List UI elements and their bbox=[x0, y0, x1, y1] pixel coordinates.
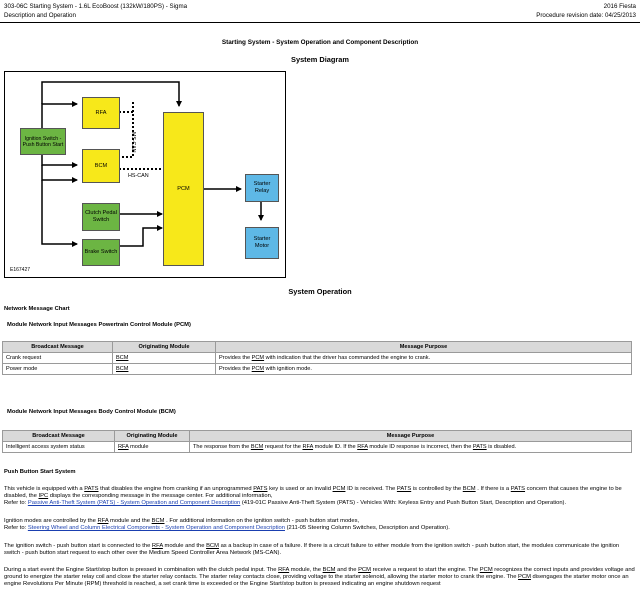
ignition-switch-label: Ignition Switch - Push Button Start bbox=[22, 135, 64, 148]
text: (419-01C Passive Anti-Theft System (PATS) - Vehicles With: Keyless Entry and Push Button Start, Description and Operation). bbox=[240, 500, 567, 507]
rfa-module-box bbox=[82, 97, 120, 129]
message-purpose-cell bbox=[216, 364, 632, 375]
abbr-ipc[interactable]: IPC bbox=[38, 493, 49, 500]
text: receive a request to start the engine. The bbox=[370, 567, 480, 573]
abbr-pats[interactable]: PATS bbox=[84, 486, 99, 492]
abbr-pats[interactable]: PATS bbox=[396, 486, 412, 492]
steering-column-link[interactable]: Steering Wheel and Column Electrical Components - System Operation and Component Description bbox=[27, 525, 285, 532]
system-diagram bbox=[4, 71, 286, 278]
purpose-text: The response from the bbox=[193, 444, 251, 450]
revision-date: Procedure revision date: 04/25/2013 bbox=[536, 12, 636, 19]
abbr-rfa[interactable]: RFA bbox=[357, 444, 368, 450]
abbr-pats[interactable]: PATS bbox=[472, 444, 487, 450]
system-operation-title: System Operation bbox=[288, 287, 352, 296]
brake-switch-label: Brake Switch bbox=[84, 249, 118, 256]
column-header: Broadcast Message bbox=[3, 342, 113, 353]
column-header: Message Purpose bbox=[190, 431, 632, 442]
abbr-pcm[interactable]: PCM bbox=[479, 567, 493, 573]
model-name: 2016 Fiesta bbox=[603, 3, 636, 10]
abbr-rfa[interactable]: RFA bbox=[151, 543, 163, 549]
starter-relay-label: Starter Relay bbox=[253, 181, 271, 194]
purpose-text: Provides the bbox=[219, 366, 252, 372]
pcm-table-title: Module Network Input Messages Powertrain Control Module (PCM) bbox=[7, 322, 191, 328]
text: recognizes the correct inputs and provides voltage and ground to energize the starter relay coil and close the starter relay contacts. The starter relay contacts close, providing voltage to the starter solenoid, allowing the starter motor to crank the engine. The bbox=[4, 567, 635, 581]
abbr-rfa[interactable]: RFA bbox=[302, 444, 314, 450]
paragraph-ignition-modes bbox=[4, 518, 636, 532]
abbr-pcm[interactable]: PCM bbox=[518, 574, 531, 581]
ms-can-label: MS-CAN bbox=[130, 132, 136, 153]
purpose-text: module ID response is incorrect, then the bbox=[367, 444, 473, 450]
originating-module-cell bbox=[113, 353, 216, 364]
text: The ignition switch - push button start is connected to the bbox=[4, 543, 152, 549]
paragraph-backup bbox=[4, 543, 636, 557]
section-name: Description and Operation bbox=[4, 12, 76, 19]
module-suffix: module bbox=[128, 444, 149, 450]
text: . For additional information on the ignition switch - push button start modes, bbox=[164, 518, 360, 524]
table-header-row bbox=[3, 431, 632, 442]
abbr-bcm[interactable]: BCM bbox=[151, 518, 165, 524]
bcm-message-table bbox=[2, 430, 632, 453]
abbr-bcm[interactable]: BCM bbox=[462, 486, 476, 492]
pats-description-link[interactable]: Passive Anti-Theft System (PATS) - System Operation and Component Description bbox=[27, 500, 241, 507]
abbr-bcm[interactable]: BCM bbox=[206, 543, 219, 549]
text: as a backup in case of a failure. If there is a circuit failure to either module from the ignition switch - push button start, the modules communicate the ignition switch - push button start request to each other over the Medium Speed Controller Area Network (MS-CAN). bbox=[4, 543, 620, 557]
message-purpose-cell bbox=[190, 442, 632, 453]
bcm-label: BCM bbox=[94, 162, 108, 169]
text: ID is received. The bbox=[345, 486, 397, 492]
starter-motor-label: Starter Motor bbox=[253, 236, 271, 249]
broadcast-message-cell: Crank request bbox=[3, 353, 113, 364]
originating-module-cell bbox=[115, 442, 190, 453]
refer-to-label: Refer to: bbox=[4, 525, 28, 532]
text: module and the bbox=[108, 518, 152, 524]
rfa-label: RFA bbox=[95, 109, 107, 116]
column-header: Originating Module bbox=[113, 342, 216, 353]
broadcast-message-cell: Power mode bbox=[3, 364, 113, 375]
brake-switch-box bbox=[82, 239, 120, 266]
pcm-message-table bbox=[2, 341, 632, 375]
text: Ignition modes are controlled by the bbox=[4, 518, 98, 524]
purpose-text: is disabled. bbox=[486, 444, 517, 450]
text: During a start event the Engine Start/stop button is pressed in combination with the clutch pedal input. The bbox=[4, 567, 279, 573]
text: concern that causes the engine to be disabled, the bbox=[4, 486, 622, 500]
hs-can-label: HS-CAN bbox=[128, 173, 149, 179]
figure-id: E167427 bbox=[10, 267, 31, 273]
header-divider bbox=[0, 22, 640, 23]
text: . If there is a bbox=[475, 486, 511, 492]
abbr-pcm[interactable]: PCM bbox=[251, 366, 265, 372]
abbr-bcm[interactable]: BCM bbox=[322, 567, 336, 573]
column-header: Originating Module bbox=[115, 431, 190, 442]
abbr-bcm[interactable]: BCM bbox=[116, 366, 129, 372]
table-row bbox=[3, 364, 632, 375]
paragraph-start-event bbox=[4, 567, 636, 589]
abbr-bcm[interactable]: BCM bbox=[116, 355, 129, 361]
abbr-rfa[interactable]: RFA bbox=[278, 567, 290, 573]
starter-relay-box bbox=[245, 174, 279, 202]
column-header: Message Purpose bbox=[216, 342, 632, 353]
purpose-text: with indication that the driver has commanded the engine to crank. bbox=[264, 355, 431, 361]
abbr-pcm[interactable]: PCM bbox=[358, 567, 371, 573]
originating-module-cell bbox=[113, 364, 216, 375]
text: and the bbox=[335, 567, 359, 573]
abbr-rfa[interactable]: RFA bbox=[97, 518, 109, 524]
bcm-module-box bbox=[82, 149, 120, 183]
abbr-pcm[interactable]: PCM bbox=[251, 355, 265, 361]
purpose-text: with ignition mode. bbox=[264, 366, 312, 372]
diagram-title: System Diagram bbox=[291, 55, 349, 64]
text: key is used or an invalid bbox=[267, 486, 333, 492]
paragraph-pats bbox=[4, 486, 636, 508]
page-title: Starting System - System Operation and Component Description bbox=[221, 39, 419, 46]
refer-to-label: Refer to: bbox=[4, 500, 28, 507]
table-header-row bbox=[3, 342, 632, 353]
abbr-pats[interactable]: PATS bbox=[253, 486, 268, 492]
text: This vehicle is equipped with a bbox=[4, 486, 85, 492]
abbr-rfa[interactable]: RFA bbox=[118, 444, 129, 450]
purpose-text: module ID. If the bbox=[313, 444, 358, 450]
text: module, the bbox=[289, 567, 323, 573]
text: displays the corresponding message in the message center. For additional information, bbox=[48, 493, 273, 500]
purpose-text: Provides the bbox=[219, 355, 252, 361]
text: module and the bbox=[162, 543, 207, 549]
text: disengages the starter motor once an engine Revolutions Per Minute (RPM) threshold is reached, a set crank time is exceeded or the Engine Start/stop button is pressed indicating an engine shutdown request bbox=[4, 574, 629, 588]
table-row bbox=[3, 442, 632, 453]
abbr-pats[interactable]: PATS bbox=[510, 486, 526, 492]
ignition-switch-box bbox=[20, 128, 66, 155]
push-button-title: Push Button Start System bbox=[4, 469, 76, 475]
abbr-bcm[interactable]: BCM bbox=[250, 444, 264, 450]
text: that disables the engine from cranking if an unprogrammed bbox=[98, 486, 254, 492]
broadcast-message-cell: Intelligent access system status bbox=[3, 442, 115, 453]
clutch-pedal-switch-box bbox=[82, 203, 120, 231]
table-row bbox=[3, 353, 632, 364]
pcm-label: PCM bbox=[177, 185, 190, 192]
text: (211-05 Steering Column Switches, Description and Operation). bbox=[284, 525, 450, 532]
clutch-pedal-switch-label: Clutch Pedal Switch bbox=[85, 210, 117, 223]
text: is controlled by the bbox=[411, 486, 463, 492]
message-purpose-cell bbox=[216, 353, 632, 364]
doc-id: 303-06C Starting System - 1.6L EcoBoost (132kW/180PS) - Sigma bbox=[4, 3, 188, 10]
pcm-module-box bbox=[163, 112, 204, 266]
network-chart-title: Network Message Chart bbox=[4, 306, 70, 312]
bcm-table-title: Module Network Input Messages Body Control Module (BCM) bbox=[7, 409, 176, 415]
abbr-pcm[interactable]: PCM bbox=[332, 486, 346, 492]
purpose-text: request for the bbox=[263, 444, 303, 450]
column-header: Broadcast Message bbox=[3, 431, 115, 442]
starter-motor-box bbox=[245, 227, 279, 259]
